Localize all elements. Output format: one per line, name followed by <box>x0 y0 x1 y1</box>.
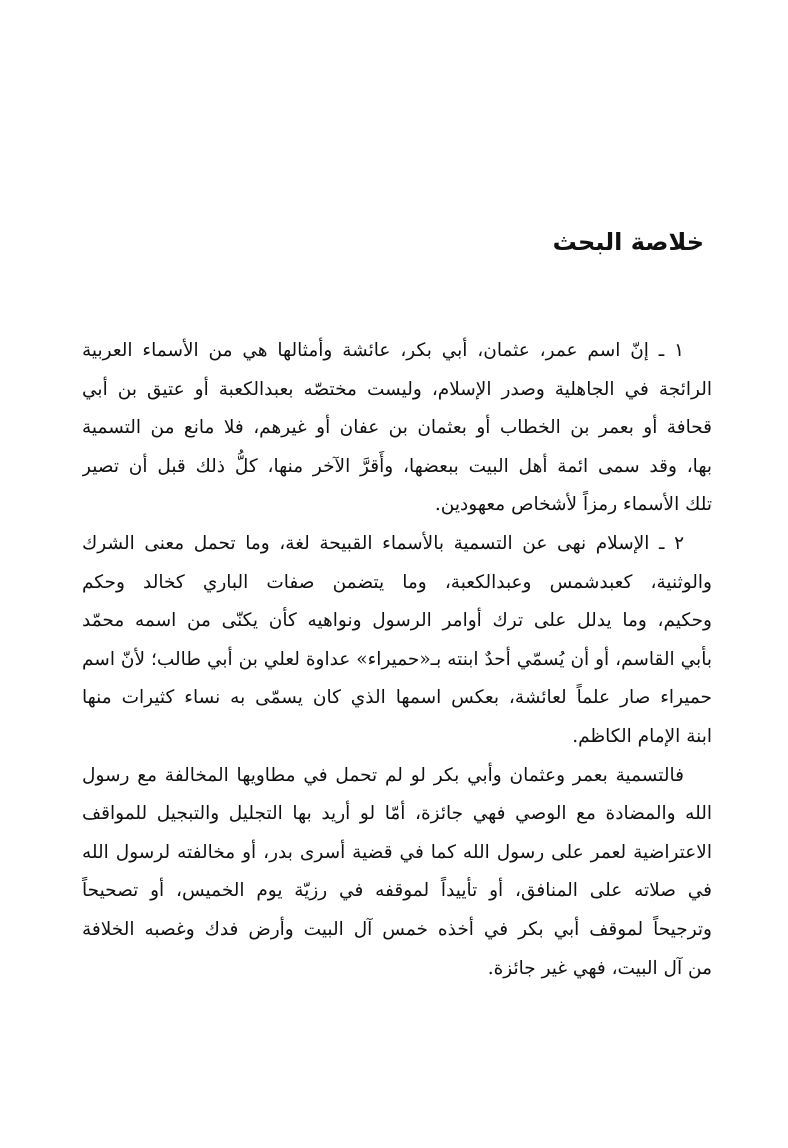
text-line: قحافة أو بعمر بن الخطاب أو بعثمان بن عفان أو غيرهم، فلا مانع من التسمية <box>82 417 712 439</box>
text-line: والوثنية، كعبدشمس وعبدالكعبة، وما يتضمن صفات الباري كخالد وحكم <box>82 571 712 593</box>
text-line: الله والمضادة مع الوصي فهي جائزة، أمّا لو أريد بها التجليل والتبجيل للمواقف <box>82 803 712 825</box>
text-line: تلك الأسماء رمزاً لأشخاص معهودين. <box>434 494 712 516</box>
document-body <box>82 332 712 988</box>
text-line: ابنة الإمام الكاظم. <box>572 725 712 747</box>
text-line: من آل البيت، فهي غير جائزة. <box>487 957 712 979</box>
page-title: خلاصة البحث <box>552 228 704 256</box>
paragraph-2 <box>82 525 712 757</box>
text-line: ٢ ـ الإسلام نهى عن التسمية بالأسماء القبيحة لغة، وما تحمل معنى الشرك <box>82 532 684 554</box>
text-line: حميراء صار علماً لعائشة، بعكس اسمها الذي كان يسمّى به نساء كثيرات منها <box>82 687 712 709</box>
text-line: فالتسمية بعمر وعثمان وأبي بكر لو لم تحمل في مطاويها المخالفة مع رسول <box>82 764 684 786</box>
text-line: وحكيم، وما يدلل على ترك أوامر الرسول ونواهيه كأن يكنّى من اسمه محمّد <box>82 610 712 632</box>
text-line: وترجيحاً لموقف أبي بكر في أخذه خمس آل البيت وأرض فدك وغصبه الخلافة <box>82 918 712 940</box>
text-line: الرائجة في الجاهلية وصدر الإسلام، وليست مختصّه بعبدالكعبة أو عتيق بن أبي <box>82 378 712 400</box>
paragraph-1 <box>82 332 712 525</box>
text-line: بها، وقد سمى ائمة أهل البيت ببعضها، وأَقرَّ الآخر منها، كلُّ ذلك قبل أن تصير <box>82 455 712 477</box>
text-line: ١ ـ إنّ اسم عمر، عثمان، أبي بكر، عائشة وأمثالها هي من الأسماء العربية <box>82 340 684 361</box>
text-line: بأبي القاسم، أو أن يُسمّي أحدٌ ابنته بـ«حميراء» عداوة لعلي بن أبي طالب؛ لأنّ اسم <box>82 648 712 670</box>
text-line: في صلاته على المنافق، أو تأييداً لموقفه في رزيّة يوم الخميس، أو تصحيحاً <box>82 880 712 902</box>
text-line: الاعتراضية لعمر على رسول الله كما في قضية أسرى بدر، أو مخالفته لرسول الله <box>82 841 712 863</box>
paragraph-3 <box>82 757 712 989</box>
